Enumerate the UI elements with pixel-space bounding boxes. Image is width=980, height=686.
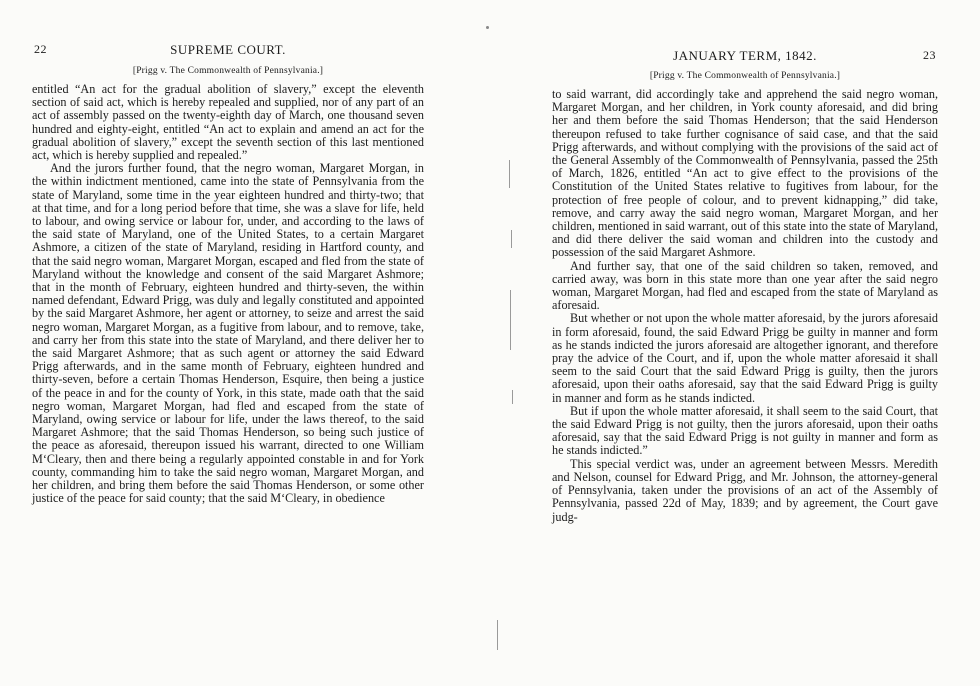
left-page-number: 22 <box>34 42 47 56</box>
right-page-body <box>552 88 938 524</box>
left-page <box>32 0 424 686</box>
scan-speck <box>486 26 489 29</box>
left-paragraph-1: entitled “An act for the gradual abolition of slavery,” except the eleventh section of said act, which is hereby repealed and supplied, nor of any part of an act of assembly passed on the twenty-eighth day of March, one thousand seven hundred and eighty-eight, entitled “An act to explain and amend an act for the gradual abolition of slavery,” except the seventh section of this last mentioned act, which is hereby supplied and repealed.” <box>32 82 424 163</box>
right-paragraph-4: But if upon the whole matter aforesaid, it shall seem to the said Court, that the said Edward Prigg is not guilty, then the jurors aforesaid, upon their oaths aforesaid, say that the said Edward Prigg is not guilty in manner and form as he stands indicted.” <box>552 403 938 458</box>
right-running-head <box>552 48 938 66</box>
right-running-title: JANUARY TERM, 1842. <box>673 48 817 63</box>
right-paragraph-1: to said warrant, did accordingly take and apprehend the said negro woman, Margaret Morgan, and her children, in York county aforesaid, and did bring her and them before the said Thomas Henderson; that the said Henderson thereupon refused to take further cognisance of said case, and that the said Prigg afterwards, and without complying with the provisions of the said act of the General Assembly of the Commonwealth of Pennsylvania, passed the 25th of March, 1826, entitled “An act to give effect to the provisions of the Constitution of the United States relative to fugitives from labour, for the protection of free people of colour, and to prevent kidnapping,” did take, remove, and carry away the said negro woman, Margaret Morgan, and her children, mentioned in said warrant, out of this state into the state of Maryland, and did there deliver the said woman and children into the custody and possession of the said Margaret Ashmore. <box>552 87 938 260</box>
left-running-title: SUPREME COURT. <box>170 42 286 57</box>
left-page-body <box>32 83 424 506</box>
left-case-caption: [Prigg v. The Commonwealth of Pennsylvania.] <box>132 66 324 76</box>
right-page <box>552 0 938 686</box>
right-paragraph-3: But whether or not upon the whole matter aforesaid, by the jurors aforesaid in form aforesaid, found, the said Edward Prigg be guilty in manner and form as he stands indicted the jurors aforesaid are altogether ignorant, and therefore pray the advice of the Court, and if, upon the whole matter aforesaid it shall seem to the said Court that the said Edward Prigg is guilty, then the jurors aforesaid, upon their oaths aforesaid, say that the said Edward Prigg is guilty in manner and form as he stands indicted. <box>552 311 938 405</box>
right-case-caption: [Prigg v. The Commonwealth of Pennsylvania.] <box>649 71 841 81</box>
right-paragraph-5: This special verdict was, under an agreement between Messrs. Meredith and Nelson, counsel for Edward Prigg, and Mr. Johnson, the attorney-general of Pennsylvania, taken under the provisions of an act of the Assembly of Pennsylvania, passed 22d of May, 1839; and by agreement, the Court gave judg- <box>552 456 938 524</box>
right-page-number: 23 <box>923 48 936 62</box>
left-paragraph-2: And the jurors further found, that the negro woman, Margaret Morgan, in the within indictment mentioned, came into the state of Pennsylvania from the state of Maryland, some time in the year eighteen hundred and thirty-two; that at that time, and for a long period before that time, she was a slave for life, held to labour, and owing service or labour for, under, and according to the laws of the said state of Maryland, one of the United States, to a certain Margaret Ashmore, a citizen of the state of Maryland, residing in Hartford county, and that the said negro woman, Margaret Morgan, escaped and fled from the state of Maryland without the knowledge and consent of the said Margaret Ashmore; that in the month of February, eighteen hundred and thirty-seven, the within named defendant, Edward Prigg, was duly and legally constituted and appointed by the said Margaret Ashmore, her agent or attorney, to seize and arrest the said negro woman, Margaret Morgan, as a fugitive from labour, and to remove, take, and carry her from this state into the state of Maryland, and there deliver her to the said Margaret Ashmore; that as such agent or attorney the said Edward Prigg afterwards, and in the same month of February, eighteen hundred and thirty-seven, before a certain Thomas Henderson, Esquire, then being a justice of the peace in and for the county of York, in this state, made oath that the said negro woman, Margaret Morgan, had fled and escaped from the state of Maryland, owing service or labour for life, under the laws thereof, to the said Margaret Ashmore; that the said Thomas Henderson, so being such justice of the peace as aforesaid, thereupon issued his warrant, directed to one William M‘Cleary, then and there being a regularly appointed constable in and for York county, commanding him to take the said negro woman, Margaret Morgan, and her children, and bring them before the said Thomas Henderson, or some other justice of the peace for said county; that the said M‘Cleary, in obedience <box>32 161 424 506</box>
right-paragraph-2: And further say, that one of the said children so taken, removed, and carried away, was born in this state more than one year after the said negro woman, Margaret Morgan, had fled and escaped from the state of Maryland as aforesaid. <box>552 258 938 313</box>
left-running-head <box>32 42 424 60</box>
page-gutter <box>497 140 527 680</box>
